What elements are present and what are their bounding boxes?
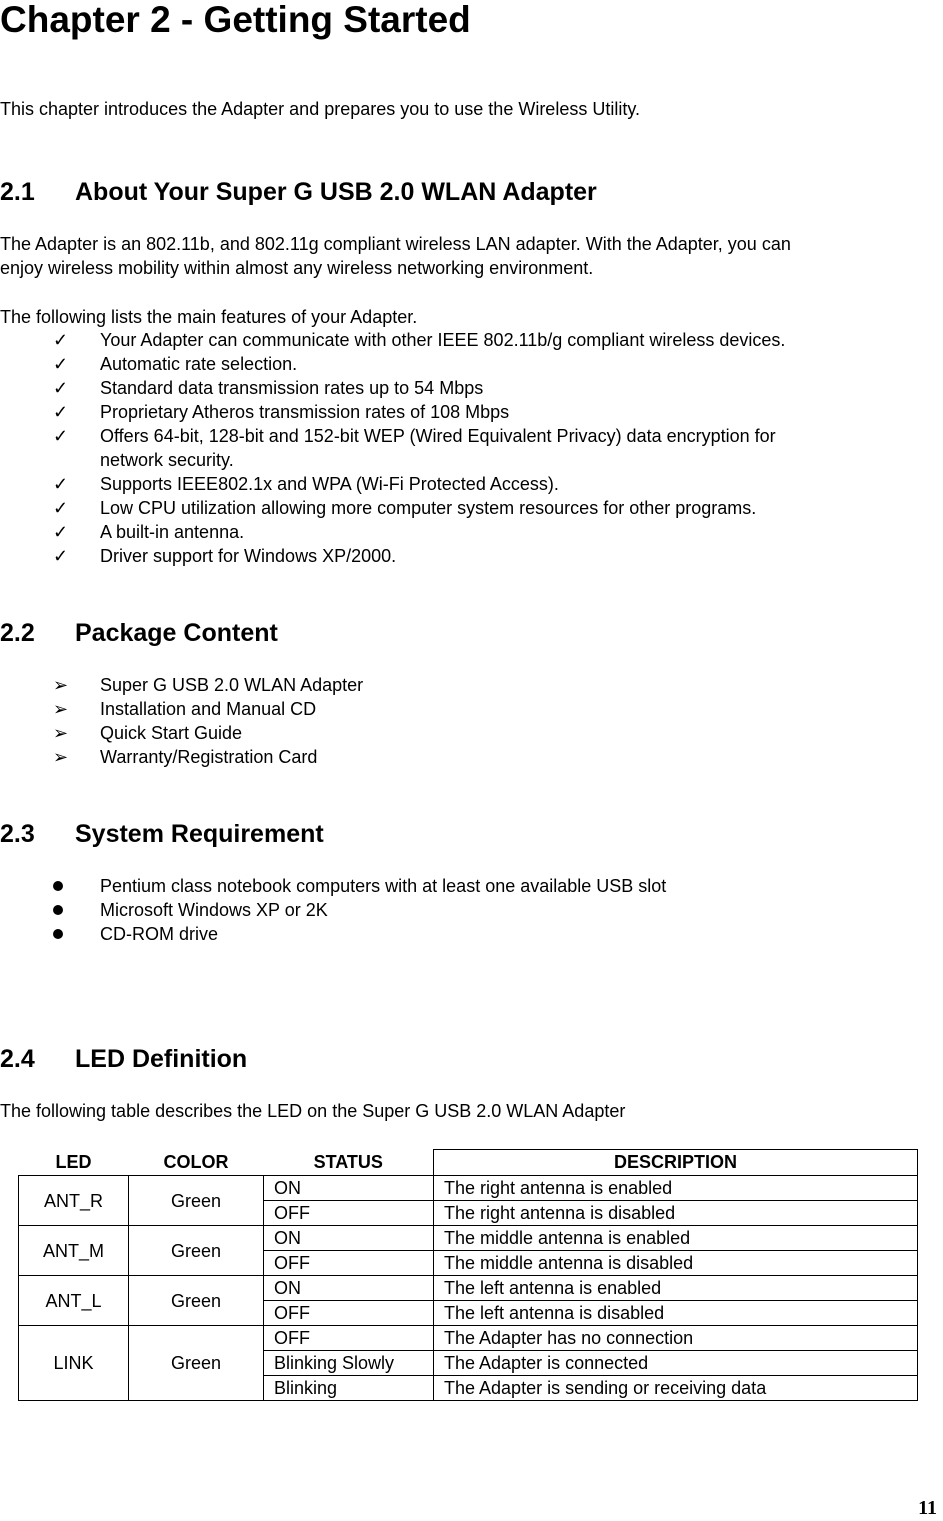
checkmark-icon: ✓: [53, 330, 69, 350]
table-header-row: [19, 1150, 918, 1176]
section-number: 2.1: [0, 178, 35, 206]
status-cell: OFF: [264, 1301, 434, 1326]
list-item: [0, 721, 940, 745]
list-item-text: Super G USB 2.0 WLAN Adapter: [100, 675, 364, 695]
led-cell: ANT_R: [19, 1176, 129, 1226]
list-item-continuation: [0, 448, 940, 472]
table-row: [19, 1176, 918, 1201]
description-cell: The middle antenna is disabled: [434, 1251, 918, 1276]
status-cell: Blinking: [264, 1376, 434, 1401]
checkmark-icon: ✓: [53, 546, 69, 566]
section-title: System Requirement: [75, 820, 324, 848]
list-item: [0, 874, 940, 898]
led-cell: ANT_L: [19, 1276, 129, 1326]
paragraph: The following lists the main features of your Adapter.: [0, 307, 418, 327]
status-cell: Blinking Slowly: [264, 1351, 434, 1376]
section-number: 2.4: [0, 1045, 35, 1073]
column-header: STATUS: [264, 1150, 434, 1176]
description-cell: The Adapter has no connection: [434, 1326, 918, 1351]
section-number: 2.3: [0, 820, 35, 848]
list-item: [0, 424, 940, 448]
list-item-text: Your Adapter can communicate with other IEEE 802.11b/g compliant wireless devices.: [100, 330, 786, 350]
description-cell: The left antenna is disabled: [434, 1301, 918, 1326]
color-cell: Green: [129, 1176, 264, 1226]
description-cell: The right antenna is enabled: [434, 1176, 918, 1201]
list-item: [0, 544, 940, 568]
status-cell: ON: [264, 1276, 434, 1301]
color-cell: Green: [129, 1226, 264, 1276]
column-header: LED: [19, 1150, 129, 1176]
section-heading-2-2: [0, 621, 278, 646]
package-list: [0, 673, 940, 769]
requirement-list: [0, 874, 940, 946]
list-item: [0, 922, 940, 946]
table-intro: The following table describes the LED on the Super G USB 2.0 WLAN Adapter: [0, 1101, 626, 1121]
section-heading-2-3: [0, 822, 324, 847]
list-item: [0, 520, 940, 544]
column-header: DESCRIPTION: [434, 1150, 918, 1176]
list-item: [0, 352, 940, 376]
description-cell: The middle antenna is enabled: [434, 1226, 918, 1251]
list-item-text: CD-ROM drive: [100, 924, 219, 944]
chapter-title: Chapter 2 - Getting Started: [0, 0, 471, 40]
description-cell: The right antenna is disabled: [434, 1201, 918, 1226]
dot-bullet-icon: [53, 922, 83, 946]
list-item-text: network security.: [100, 450, 234, 470]
description-cell: The Adapter is sending or receiving data: [434, 1376, 918, 1401]
checkmark-icon: ✓: [53, 354, 69, 374]
dot-bullet-icon: [53, 898, 83, 922]
led-cell: ANT_M: [19, 1226, 129, 1276]
list-item: [0, 673, 940, 697]
led-cell: LINK: [19, 1326, 129, 1401]
checkmark-icon: ✓: [53, 474, 69, 494]
section-title: Package Content: [75, 619, 278, 647]
led-table: [18, 1149, 918, 1401]
color-cell: Green: [129, 1276, 264, 1326]
arrow-bullet-icon: ➢: [53, 675, 69, 695]
table-row: [19, 1226, 918, 1251]
page-number: 11: [918, 1497, 937, 1519]
description-cell: The left antenna is enabled: [434, 1276, 918, 1301]
list-item-text: Automatic rate selection.: [100, 354, 298, 374]
list-item: [0, 745, 940, 769]
section-title: LED Definition: [75, 1045, 248, 1073]
chapter-intro: This chapter introduces the Adapter and prepares you to use the Wireless Utility.: [0, 99, 640, 119]
list-item-text: Proprietary Atheros transmission rates of 108 Mbps: [100, 402, 510, 422]
list-item: [0, 898, 940, 922]
dot-bullet-icon: [53, 874, 83, 898]
arrow-bullet-icon: ➢: [53, 723, 69, 743]
list-item-text: Supports IEEE802.1x and WPA (Wi-Fi Protected Access).: [100, 474, 559, 494]
list-item-text: Quick Start Guide: [100, 723, 243, 743]
arrow-bullet-icon: ➢: [53, 699, 69, 719]
list-item-text: Driver support for Windows XP/2000.: [100, 546, 397, 566]
status-cell: OFF: [264, 1251, 434, 1276]
list-item-text: Offers 64-bit, 128-bit and 152-bit WEP (Wired Equivalent Privacy) data encryption for: [100, 426, 776, 446]
list-item-text: Low CPU utilization allowing more computer system resources for other programs.: [100, 498, 757, 518]
list-item: [0, 697, 940, 721]
arrow-bullet-icon: ➢: [53, 747, 69, 767]
list-item-text: Standard data transmission rates up to 54 Mbps: [100, 378, 484, 398]
status-cell: OFF: [264, 1201, 434, 1226]
list-item-text: Warranty/Registration Card: [100, 747, 318, 767]
table-row: [19, 1326, 918, 1351]
list-item: [0, 496, 940, 520]
description-cell: The Adapter is connected: [434, 1351, 918, 1376]
section-heading-2-1: [0, 180, 597, 205]
checkmark-icon: ✓: [53, 498, 69, 518]
table-row: [19, 1276, 918, 1301]
list-item: [0, 472, 940, 496]
section-heading-2-4: [0, 1047, 247, 1072]
color-cell: Green: [129, 1326, 264, 1401]
status-cell: ON: [264, 1176, 434, 1201]
list-item: [0, 376, 940, 400]
list-item-text: Microsoft Windows XP or 2K: [100, 900, 328, 920]
column-header: COLOR: [129, 1150, 264, 1176]
list-item-text: Installation and Manual CD: [100, 699, 317, 719]
list-item: [0, 328, 940, 352]
checkmark-icon: ✓: [53, 402, 69, 422]
section-title: About Your Super G USB 2.0 WLAN Adapter: [75, 178, 597, 206]
list-item: [0, 400, 940, 424]
checkmark-icon: ✓: [53, 378, 69, 398]
paragraph: enjoy wireless mobility within almost any wireless networking environment.: [0, 258, 594, 278]
feature-list: [0, 328, 940, 568]
section-number: 2.2: [0, 619, 35, 647]
paragraph: The Adapter is an 802.11b, and 802.11g compliant wireless LAN adapter. With the Adapter, you can: [0, 234, 791, 254]
list-item-text: A built-in antenna.: [100, 522, 245, 542]
list-item-text: Pentium class notebook computers with at least one available USB slot: [100, 876, 667, 896]
checkmark-icon: ✓: [53, 426, 69, 446]
checkmark-icon: ✓: [53, 522, 69, 542]
status-cell: ON: [264, 1226, 434, 1251]
status-cell: OFF: [264, 1326, 434, 1351]
